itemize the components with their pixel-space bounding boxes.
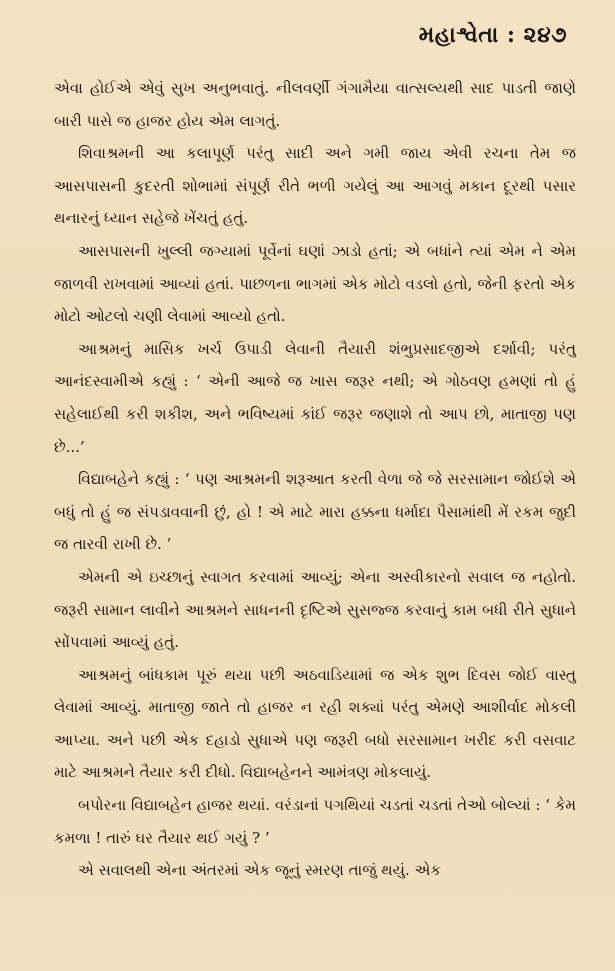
paragraph-5: વિદ્યાબહેને કહ્યું : ‘ પણ આશ્રમની શરૂઆત કરતી વેળા જે જે સરસામાન જોઈશે એ બધું તો હું જ સંપડાવવાની છું, હો ! એ માટે મારા હક્કના ધર્માદા પૈસામાંથી મેં રકમ જુદી જ તારવી રાખી છે. ’ (54, 470, 576, 554)
paragraph-1: એવા હોઈએ એવું સુખ અનુભવાતું. નીલવર્ણી ગંગામૈયા વાત્સલ્યથી સાદ પાડતી જાણે બારી પાસે જ હાજર હોય એમ લાગતું. (54, 79, 576, 130)
paragraph-7: આશ્રમનું બાંધકામ પૂરું થયા પછી અઠવાડિયામાં જ એક શુભ દિવસ જોઈ વાસ્તુ લેવામાં આવ્યું. માતાજી જાતે તો હાજર ન રહી શક્યાં પરંતુ એમણે આશીર્વાદ મોકલી આપ્યા. અને પછી એક દહાડો સુધાએ પણ જરૂરી બધો સરસામાન ખરીદ કરી વસવાટ માટે આશ્રમને તૈયાર કરી દીધો. વિદ્યાબહેનને આમંત્રણ મોકલાયું. (54, 665, 576, 782)
paragraph-4: આશ્રમનું માસિક ખર્ચ ઉપાડી લેવાની તૈયારી શંભુપ્રસાદજીએ દર્શાવી; પરંતુ આનંદસ્વામીએ કહ્યું : ‘ એની આજે જ ખાસ જરૂર નથી; એ ગોઠવણ હમણાં તો હું સહેલાઈથી કરી શકીશ, અને ભવિષ્યમાં કાંઈ જરૂર જણાશે તો આપ છો, માતાજી પણ છે...’ (54, 339, 576, 456)
page-body (54, 72, 576, 887)
paragraph-9: એ સવાલથી એના અંતરમાં એક જૂનું સ્મરણ તાજું થયું. એક (78, 861, 441, 880)
paragraph-3: આસપાસની ખુલ્લી જગ્યામાં પૂર્વેનાં ઘણાં ઝાડો હતાં; એ બધાંને ત્યાં એમ ને એમ જાળવી રાખવામાં આવ્યાં હતાં. પાછળના ભાગમાં એક મોટો વડલો હતો, જેની ફરતો એક મોટો ઓટલો ચણી લેવામાં આવ્યો હતો. (54, 241, 576, 326)
running-header: મહાશ્વેતા : ૨૪૭ (418, 22, 567, 48)
paragraph-2: શિવાશ્રમની આ કલાપૂર્ણ પરંતુ સાદી અને ગમી જાય એવી રચના તેમ જ આસપાસની કુદરતી શોભામાં સંપૂર્ણ રીતે ભળી ગયેલું આ આગવું મકાન દૂરથી પસાર થનારનું ધ્યાન સહેજે ખેંચતું હતું. (54, 144, 576, 228)
paragraph-8: બપોરના વિદ્યાબહેન હાજર થયાં. વરંડાનાં પગથિયાં ચડતાં ચડતાં તેઓ બોલ્યાં : ‘ કેમ કમળા ! તારું ઘર તૈયાર થઈ ગયું ? ’ (54, 796, 576, 847)
paragraph-6: એમની એ ઇચ્છાનું સ્વાગત કરવામાં આવ્યું; એના અસ્વીકારનો સવાલ જ નહોતો. જરૂરી સામાન લાવીને આશ્રમને સાધનની દૃષ્ટિએ સુસજ્જ કરવાનું કામ બધી રીતે સુધાને સોંપવામાં આવ્યું હતું. (54, 567, 576, 652)
